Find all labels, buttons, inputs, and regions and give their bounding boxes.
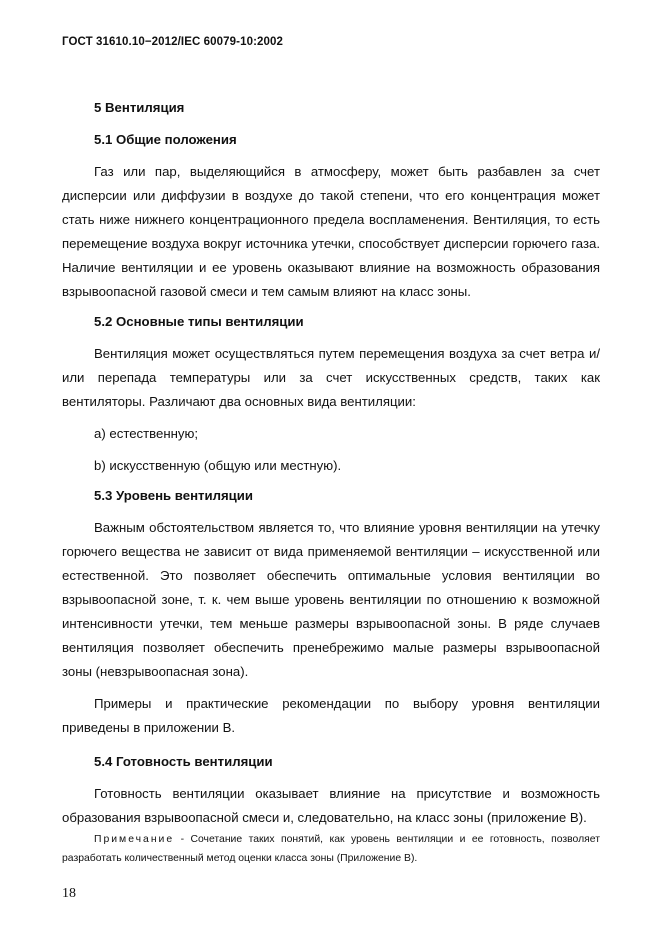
list-item-a: a) естественную; [94,426,199,441]
section-5-3-paragraph-1: Важным обстоятельством является то, что влияние уровня вентиляции на утечку горючего вещества не зависит от вида применяемой вентиляции – искусственной или естественной. Это позволяет обеспечить оптимальные условия вентиляции во взрывоопасной зоне, т. к. чем выше уровень вентиляции по отношению к возможной интенсивности утечки, тем меньше размеры взрывоопасной зоны. В ряде случаев вентиляция позволяет обеспечить пренебрежимо малые размеры взрывоопасной зоны (невзрывоопасная зона). [62,520,600,679]
section-5-4-paragraph: Готовность вентиляции оказывает влияние на присутствие и возможность образования взрывоопасной смеси и, следовательно, на класс зоны (приложение В). [62,786,600,825]
section-5-2-title: 5.2 Основные типы вентиляции [94,314,304,329]
page-number: 18 [62,886,76,901]
document-header: ГОСТ 31610.10−2012/IEC 60079-10:2002 [62,36,283,48]
section-5-4-title: 5.4 Готовность вентиляции [94,754,273,769]
note [62,830,600,868]
list-item-b: b) искусственную (общую или местную). [94,458,342,473]
note-label: Примечание [94,834,175,845]
section-5-3-paragraph-2: Примеры и практические рекомендации по выбору уровня вентиляции приведены в приложении В. [62,696,600,735]
section-5-1-title: 5.1 Общие положения [94,132,237,147]
section-5-2-paragraph: Вентиляция может осуществляться путем перемещения воздуха за счет ветра и/или перепада температуры или за счет искусственных средств, таких как вентиляторы. Различают два основных вида вентиляции: [62,346,600,409]
document-body [62,90,600,868]
section-5-1-paragraph: Газ или пар, выделяющийся в атмосферу, может быть разбавлен за счет дисперсии или диффузии в воздухе до такой степени, что его концентрация может стать ниже нижнего концентрационного предела воспламенения. Вентиляция, то есть перемещение воздуха вокруг источника утечки, способствует дисперсии горючего газа. Наличие вентиляции и ее уровень оказывают влияние на возможность образования взрывоопасной газовой смеси и тем самым влияют на класс зоны. [62,164,600,299]
section-5-3-title: 5.3 Уровень вентиляции [94,488,254,503]
note-text: - Сочетание таких понятий, как уровень вентиляции и ее готовность, позволяет разработать количественный метод оценки класса зоны (Приложение В). [62,834,600,864]
section-5-title: 5 Вентиляция [94,100,185,115]
